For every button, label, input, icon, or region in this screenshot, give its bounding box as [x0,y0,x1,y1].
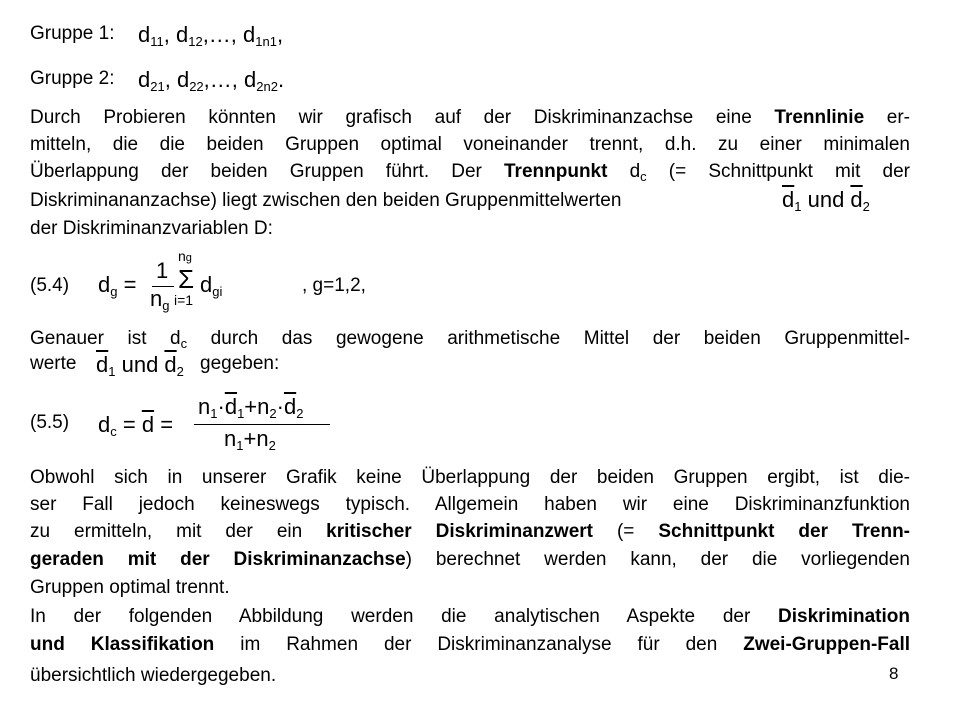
eq55-number: (5.5) [30,412,70,433]
group1-line [30,22,115,46]
eq55-formula: $d_c = \overline{d}$ = $n_1\cdot\overline{d}_1+n_2\cdot\overline{d}_2$ $n_1+n_2$ [98,390,338,460]
para3-line1: Obwohl sich in unserer Grafik keine Überlappung der beiden Gruppen ergibt, ist die- [30,467,910,488]
group1-label: Gruppe 1: [30,23,115,44]
group2-label: Gruppe 2: [30,68,115,89]
group2-formula: $d_{21}$, $d_{22},\dots$, $d_{2n2}$. [138,67,285,94]
para4-line2: und Klassifikation im Rahmen der Diskriminanzanalyse für den Zwei-Gruppen-Fall [30,634,910,655]
para1-line2: mitteln, die die beiden Gruppen optimal voneinander trennt, d.h. zu einer minimalen [30,134,910,155]
para1-group-means: $\overline{d}_1$ und $\overline{d}_2$ [782,187,870,214]
para1-line1: Durch Probieren könnten wir grafisch auf der Diskriminanzachse eine Trennlinie er- [30,107,910,128]
eq54-formula: $d_g$ = 1 $n_g$ ng Σ i=1 $d_{gi}$ [98,248,223,313]
para1-line4: Diskriminananzachse) liegt zwischen den beiden Gruppenmittelwerten [30,190,622,211]
para4-line3: übersichtlich wiedergegeben. [30,665,277,686]
para2-group-means: $\overline{d}_1$ und $\overline{d}_2$ [96,352,184,379]
para3-line2: ser Fall jedoch keineswegs typisch. Allgemein haben wir eine Diskriminanzfunktion [30,494,910,515]
para2-line1: Genauer ist $d_c$ durch das gewogene arithmetische Mittel der beiden Gruppenmittel- [30,328,910,351]
eq54-suffix: , g=1,2, [302,275,366,296]
para4-line1: In der folgenden Abbildung werden die analytischen Aspekte der Diskrimination [30,606,910,627]
para3-line3: zu ermitteln, mit der ein kritischer Diskriminanzwert (= Schnittpunkt der Trenn- [30,521,911,542]
eq54-number: (5.4) [30,275,70,296]
para3-line5: Gruppen optimal trennt. [30,577,230,598]
page-number: 8 [889,664,899,683]
para2-line2b: gegeben: [200,353,280,374]
para2-line2a: werte [30,353,77,374]
group2-line [30,67,115,91]
para3-line4: geraden mit der Diskriminanzachse) berechnet werden kann, der die vorliegenden [30,549,910,570]
para1-line5: der Diskriminanzvariablen D: [30,218,273,239]
para1-line3: Überlappung der beiden Gruppen führt. Der Trennpunkt $d_c$ (= Schnittpunkt mit der [30,161,910,184]
group1-formula: $d_{11}$, $d_{12},\dots$, $d_{1n1}$, [138,22,284,49]
